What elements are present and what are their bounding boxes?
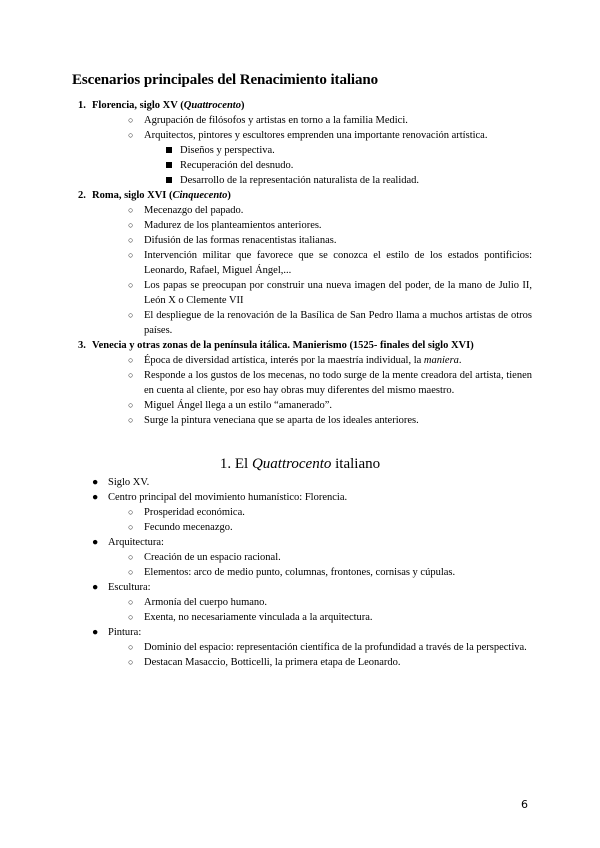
sub-list-item — [72, 173, 532, 188]
list-item — [72, 128, 532, 143]
list-item — [72, 413, 532, 428]
section-number: 1. — [78, 100, 86, 111]
sub-bullet-text: Dominio del espacio: representación científica de la profundidad a través de la perspectiva. — [144, 642, 527, 653]
circle-bullet-icon: ○ — [128, 552, 134, 562]
section-venecia — [72, 338, 532, 428]
dot-bullet-icon: ● — [92, 492, 99, 503]
sub-list-item-text: Desarrollo de la representación naturalista de la realidad. — [180, 175, 420, 186]
circle-bullet-icon: ○ — [128, 220, 134, 230]
section-title-italic: Cinquecento — [172, 190, 228, 201]
bullet-text: Centro principal del movimiento humanístico: Florencia. — [108, 492, 348, 503]
list-item — [72, 218, 532, 233]
list-item — [72, 113, 532, 128]
list-item-text: Responde a los gustos de los mecenas, no todo surge de la mente creadora del artista, tienen en cuenta al cliente, por eso hay obras muy diferentes del mismo maestro. — [144, 370, 532, 396]
circle-bullet-icon: ○ — [128, 642, 134, 652]
list-item-text: Los papas se preocupan por construir una nueva imagen del poder, de la mano de Julio II, León X o Clemente VII — [144, 280, 532, 306]
section-title-close: ) — [240, 100, 245, 111]
circle-bullet-icon: ○ — [128, 612, 134, 622]
section-title-close: ) — [227, 190, 231, 201]
section-florencia — [72, 98, 532, 188]
circle-bullet-icon: ○ — [128, 115, 134, 125]
sub-bullet-item — [72, 640, 532, 655]
list-item-text: Agrupación de filósofos y artistas en torno a la familia Medici. — [144, 115, 408, 126]
square-bullet-icon — [166, 162, 172, 168]
list-item — [72, 203, 532, 218]
circle-bullet-icon: ○ — [128, 370, 134, 380]
heading-italic: Quattrocento — [251, 456, 332, 472]
section-number: 2. — [78, 190, 86, 201]
list-item-text: Miguel Ángel llega a un estilo “amanerado”. — [144, 400, 333, 411]
list-item-text: Intervención militar que favorece que se conozca el estilo de los estados pontificios: Leonardo, Rafael, Miguel Ángel,... — [144, 250, 532, 276]
sub-bullet-text: Destacan Masaccio, Botticelli, la primera etapa de Leonardo. — [144, 657, 401, 668]
bullet-item — [72, 580, 532, 595]
section-title-text: Florencia, siglo XV ( — [92, 100, 184, 111]
dot-bullet-icon: ● — [92, 477, 99, 488]
dot-bullet-icon: ● — [92, 627, 99, 638]
list-item-text: Surge la pintura veneciana que se aparta de los ideales anteriores. — [144, 415, 419, 426]
section-title — [72, 188, 532, 203]
sub-bullet-item — [72, 550, 532, 565]
list-item — [72, 248, 532, 278]
list-item-text: Mecenazgo del papado. — [144, 205, 244, 216]
circle-bullet-icon: ○ — [128, 507, 134, 517]
list-item-text: Madurez de los planteamientos anteriores. — [144, 220, 322, 231]
list-item — [72, 233, 532, 248]
heading-number: 1. — [219, 456, 232, 472]
sub-list-item-text: Diseños y perspectiva. — [180, 145, 275, 156]
sub-bullet-text: Elementos: arco de medio punto, columnas, frontones, cornisas y cúpulas. — [144, 567, 456, 578]
heading-prefix: El — [234, 456, 252, 472]
bullet-item — [72, 475, 532, 490]
sub-bullet-item — [72, 505, 532, 520]
circle-bullet-icon: ○ — [128, 415, 134, 425]
list-item — [72, 368, 532, 398]
sub-bullet-text: Fecundo mecenazgo. — [144, 522, 233, 533]
section-title-italic: Quattrocento — [183, 100, 241, 111]
page-heading: Escenarios principales del Renacimiento italiano — [72, 72, 379, 88]
bullet-item — [72, 625, 532, 640]
list-item — [72, 398, 532, 413]
circle-bullet-icon: ○ — [128, 400, 134, 410]
bullet-text: Arquitectura: — [108, 537, 164, 548]
list-item-text: Arquitectos, pintores y escultores emprenden una importante renovación artística. — [144, 130, 488, 141]
list-item — [72, 353, 532, 368]
circle-bullet-icon: ○ — [128, 522, 134, 532]
section-title-text: Venecia y otras zonas de la península itálica. Manierismo (1525- finales del siglo XVI) — [92, 340, 474, 351]
sub-bullet-item — [72, 655, 532, 670]
section-roma — [72, 188, 532, 338]
circle-bullet-icon: ○ — [128, 280, 134, 290]
section-title — [72, 338, 532, 353]
dot-bullet-icon: ● — [92, 582, 99, 593]
circle-bullet-icon: ○ — [128, 205, 134, 215]
section-number: 3. — [78, 340, 86, 351]
circle-bullet-icon: ○ — [128, 310, 134, 320]
circle-bullet-icon: ○ — [128, 250, 134, 260]
sub-list-item-text: Recuperación del desnudo. — [180, 160, 294, 171]
sub-bullet-text: Exenta, no necesariamente vinculada a la arquitectura. — [144, 612, 373, 623]
sub-bullet-item — [72, 595, 532, 610]
sub-bullet-text: Armonía del cuerpo humano. — [144, 597, 268, 608]
bullet-item — [72, 535, 532, 550]
list-item-text: Época de diversidad artística, interés por la maestría individual, la — [144, 355, 424, 366]
circle-bullet-icon: ○ — [128, 130, 134, 140]
bullet-text: Escultura: — [108, 582, 151, 593]
scenarios-list — [72, 98, 532, 428]
sub-bullet-text: Creación de un espacio racional. — [144, 552, 281, 563]
list-item-italic: maniera — [423, 355, 459, 366]
list-item-end: . — [458, 355, 462, 366]
section-title — [72, 98, 532, 113]
circle-bullet-icon: ○ — [128, 657, 134, 667]
dot-bullet-icon: ● — [92, 537, 99, 548]
sub-list-item — [72, 158, 532, 173]
sub-bullet-item — [72, 610, 532, 625]
page-number: 6 — [521, 798, 528, 811]
bullet-item — [72, 490, 532, 505]
sub-list-item — [72, 143, 532, 158]
circle-bullet-icon: ○ — [128, 355, 134, 365]
bullet-text: Pintura: — [108, 627, 142, 638]
section-title-text: Roma, siglo XVI ( — [92, 190, 173, 201]
square-bullet-icon — [166, 147, 172, 153]
sub-bullet-item — [72, 565, 532, 580]
circle-bullet-icon: ○ — [128, 597, 134, 607]
quattrocento-list — [72, 475, 532, 670]
bullet-text: Siglo XV. — [108, 477, 150, 488]
circle-bullet-icon: ○ — [128, 235, 134, 245]
list-item — [72, 308, 532, 338]
heading-suffix: italiano — [331, 456, 381, 472]
square-bullet-icon — [166, 177, 172, 183]
list-item — [72, 278, 532, 308]
sub-bullet-text: Prosperidad económica. — [144, 507, 245, 518]
list-item-text: Difusión de las formas renacentistas italianas. — [144, 235, 337, 246]
section-heading-quattrocento — [0, 456, 600, 473]
circle-bullet-icon: ○ — [128, 567, 134, 577]
list-item-text: El despliegue de la renovación de la Basílica de San Pedro llama a muchos artistas de otros países. — [144, 310, 532, 336]
sub-bullet-item — [72, 520, 532, 535]
